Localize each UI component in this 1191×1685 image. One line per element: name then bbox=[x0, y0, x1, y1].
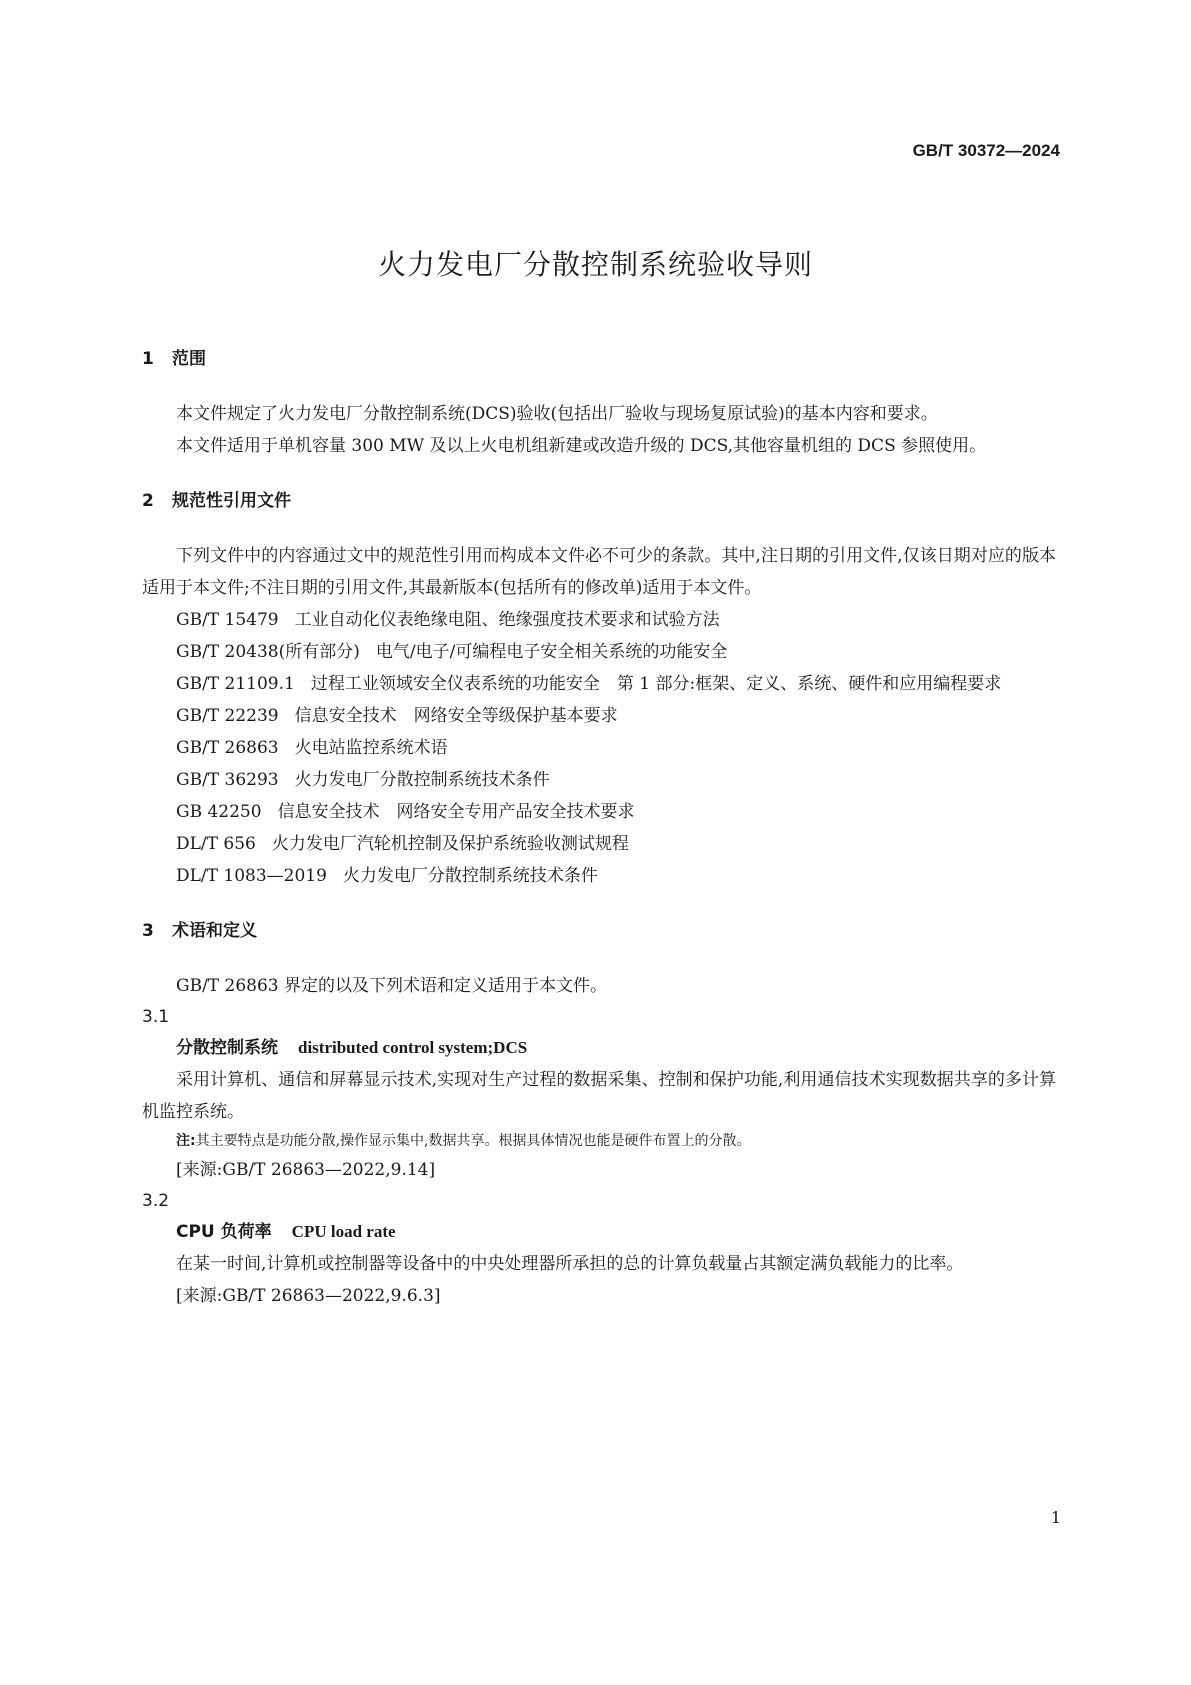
terms-intro: GB/T 26863 界定的以及下列术语和定义适用于本文件。 bbox=[176, 976, 608, 996]
term-name-zh: CPU 负荷率 bbox=[176, 1222, 272, 1242]
reference-title: 电气/电子/可编程电子安全相关系统的功能安全 bbox=[375, 642, 728, 662]
term-definition: 在某一时间,计算机或控制器等设备中的中央处理器所承担的总的计算负载量占其额定满负载能力的比率。 bbox=[176, 1254, 964, 1274]
reference-title: 火力发电厂分散控制系统技术条件 bbox=[342, 866, 598, 886]
term-definition: 采用计算机、通信和屏幕显示技术,实现对生产过程的数据采集、控制和保护功能,利用通信技术实现数据共享的多计算机监控系统。 bbox=[142, 1070, 1056, 1122]
reference-code: GB/T 22239 bbox=[176, 706, 279, 726]
reference-item bbox=[142, 764, 1056, 796]
reference-code: GB 42250 bbox=[176, 802, 262, 822]
reference-code: GB/T 21109.1 bbox=[176, 674, 295, 694]
section-number: 3 bbox=[142, 921, 154, 941]
scope-paragraph: 本文件规定了火力发电厂分散控制系统(DCS)验收(包括出厂验收与现场复原试验)的基本内容和要求。 bbox=[176, 404, 938, 424]
section-title: 术语和定义 bbox=[172, 921, 257, 941]
reference-code: DL/T 1083—2019 bbox=[176, 866, 327, 886]
reference-item bbox=[142, 860, 1056, 892]
reference-title: 火力发电厂汽轮机控制及保护系统验收测试规程 bbox=[271, 834, 629, 854]
document-title: 火力发电厂分散控制系统验收导则 bbox=[377, 248, 813, 281]
term-name bbox=[142, 1216, 1056, 1248]
reference-title: 火电站监控系统术语 bbox=[294, 738, 448, 758]
reference-item bbox=[142, 636, 1056, 668]
term-name bbox=[142, 1032, 1056, 1064]
reference-list bbox=[142, 604, 1056, 892]
reference-item bbox=[142, 732, 1056, 764]
term-number: 3.2 bbox=[142, 1191, 170, 1211]
term-name-zh: 分散控制系统 bbox=[176, 1038, 278, 1058]
scope-paragraph: 本文件适用于单机容量 300 MW 及以上火电机组新建或改造升级的 DCS,其他容量机组的 DCS 参照使用。 bbox=[176, 436, 987, 456]
section-heading-scope bbox=[142, 344, 1056, 374]
note-text: 其主要特点是功能分散,操作显示集中,数据共享。根据具体情况也能是硬件布置上的分散。 bbox=[195, 1133, 751, 1149]
term-note bbox=[142, 1128, 1056, 1154]
normative-references-intro: 下列文件中的内容通过文中的规范性引用而构成本文件必不可少的条款。其中,注日期的引用文件,仅该日期对应的版本适用于本文件;不注日期的引用文件,其最新版本(包括所有的修改单)适用于本文件。 bbox=[142, 546, 1056, 598]
reference-item bbox=[142, 604, 1056, 636]
document-body bbox=[142, 344, 1056, 1312]
reference-code: DL/T 656 bbox=[176, 834, 256, 854]
reference-item bbox=[142, 828, 1056, 860]
section-heading-normative-references bbox=[142, 486, 1056, 516]
page-number: 1 bbox=[1050, 1508, 1061, 1527]
note-label: 注: bbox=[176, 1133, 196, 1149]
term-name-en: distributed control system;DCS bbox=[298, 1038, 528, 1057]
section-title: 规范性引用文件 bbox=[172, 491, 291, 511]
section-title: 范围 bbox=[172, 349, 206, 369]
reference-title: 过程工业领域安全仪表系统的功能安全 第 1 部分:框架、定义、系统、硬件和应用编程要求 bbox=[310, 674, 1002, 694]
term-number: 3.1 bbox=[142, 1007, 170, 1027]
reference-title: 火力发电厂分散控制系统技术条件 bbox=[294, 770, 550, 790]
reference-code: GB/T 36293 bbox=[176, 770, 279, 790]
term-entry bbox=[142, 1186, 1056, 1312]
reference-item bbox=[142, 700, 1056, 732]
section-number: 2 bbox=[142, 491, 154, 511]
term-entry bbox=[142, 1002, 1056, 1186]
term-source: [来源:GB/T 26863—2022,9.6.3] bbox=[176, 1286, 441, 1306]
term-name-en: CPU load rate bbox=[291, 1222, 396, 1241]
reference-title: 工业自动化仪表绝缘电阻、绝缘强度技术要求和试验方法 bbox=[294, 610, 720, 630]
section-heading-terms bbox=[142, 916, 1056, 946]
term-source: [来源:GB/T 26863—2022,9.14] bbox=[176, 1160, 436, 1180]
reference-title: 信息安全技术 网络安全等级保护基本要求 bbox=[294, 706, 618, 726]
reference-code: GB/T 26863 bbox=[176, 738, 279, 758]
reference-code: GB/T 20438(所有部分) bbox=[176, 642, 360, 662]
reference-item bbox=[142, 668, 1056, 700]
section-number: 1 bbox=[142, 349, 154, 369]
reference-item bbox=[142, 796, 1056, 828]
reference-title: 信息安全技术 网络安全专用产品安全技术要求 bbox=[277, 802, 635, 822]
standard-code: GB/T 30372—2024 bbox=[912, 141, 1060, 160]
reference-code: GB/T 15479 bbox=[176, 610, 279, 630]
